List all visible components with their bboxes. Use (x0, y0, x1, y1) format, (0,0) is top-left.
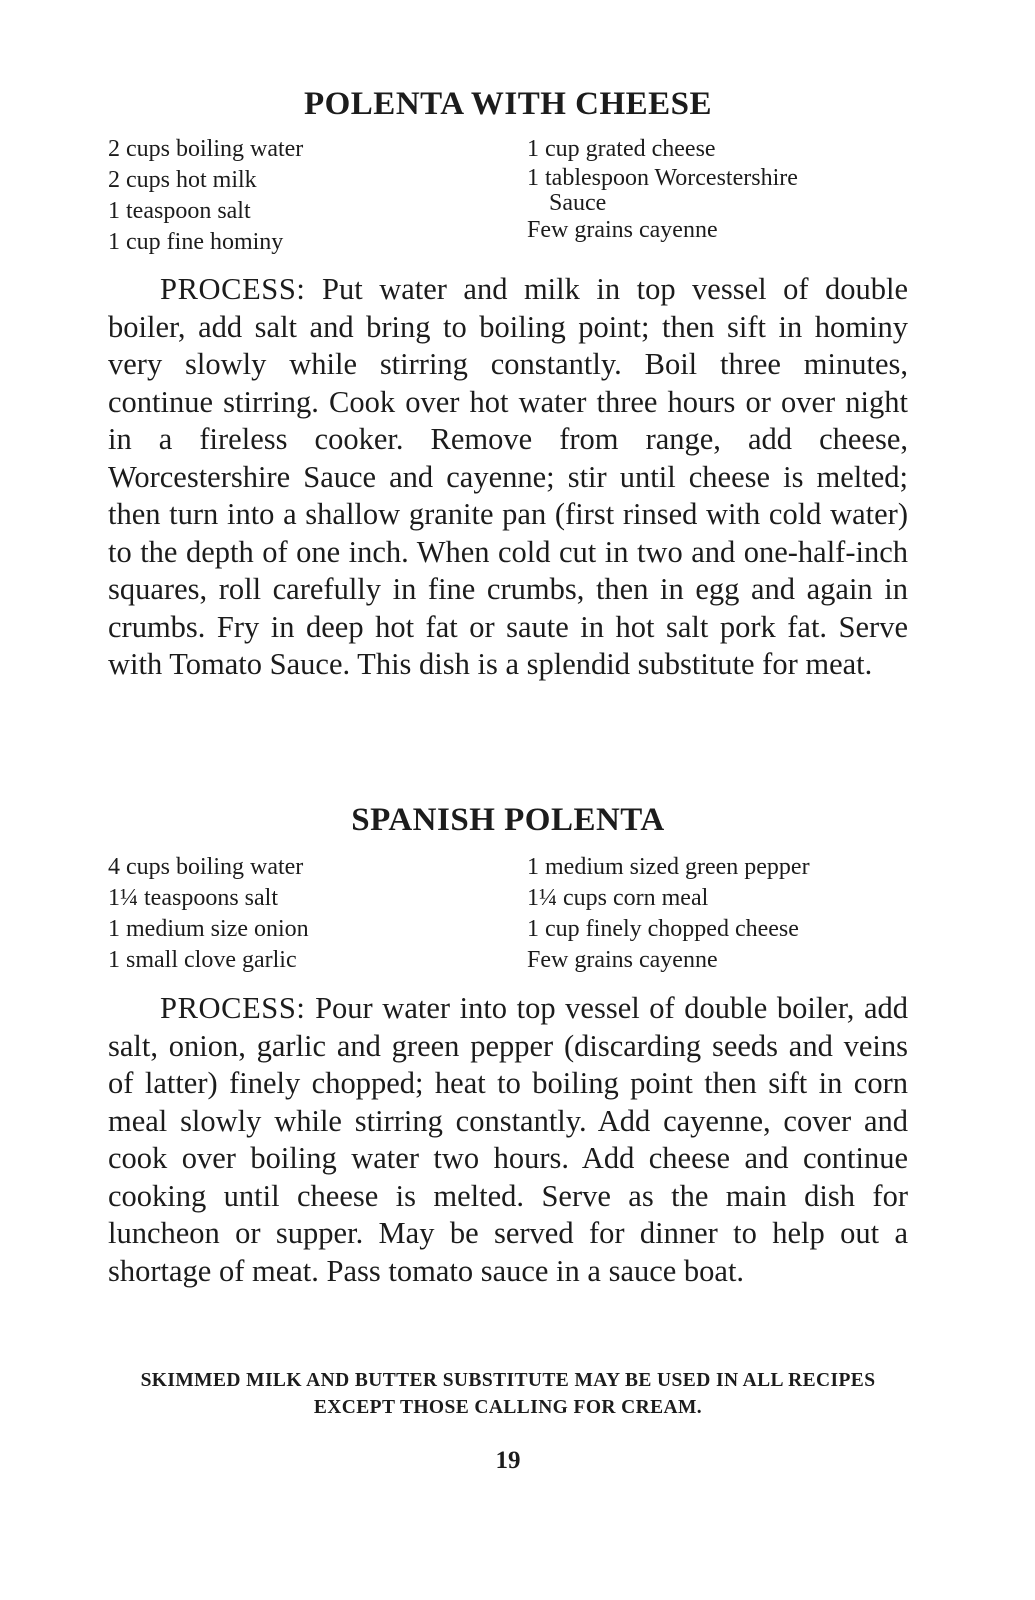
ingredient-continuation: Sauce (549, 190, 607, 216)
ingredient: 1¼ cups corn meal (527, 885, 709, 911)
ingredient: 2 cups boiling water (108, 136, 304, 162)
cookbook-page (108, 0, 908, 1600)
ingredients-right-column (527, 134, 908, 246)
ingredient: 1 teaspoon salt (108, 198, 251, 224)
ingredients-left-column (108, 134, 508, 258)
process-text: Put water and milk in top vessel of double boiler, add salt and bring to boiling point; then sift in hominy very slowly while stirring constantly. Boil three minutes, continue stirring. Cook over hot water three hours or over night in a fireless cooker. Remove from range, add cheese, Worcestershire Sauce and cayenne; stir until cheese is melted; then turn into a shallow granite pan (first rinsed with cold water) to the depth of one inch. When cold cut in two and one-half-inch squares, roll carefully in fine crumbs, then in egg and again in crumbs. Fry in deep hot fat or saute in hot salt pork fat. Serve with Tomato Sauce. This dish is a splendid substitute for meat. (108, 272, 909, 681)
process-paragraph-spanish-polenta (108, 990, 908, 1290)
ingredient: 2 cups hot milk (108, 167, 257, 193)
ingredient: 1 medium size onion (108, 916, 309, 942)
ingredient: 1 small clove garlic (108, 947, 297, 973)
ingredient: 1 cup grated cheese (527, 136, 716, 162)
process-label: PROCESS: (160, 272, 306, 306)
ingredient: Few grains cayenne (527, 947, 718, 973)
process-label: PROCESS: (160, 991, 306, 1025)
footer-note: SKIMMED MILK AND BUTTER SUBSTITUTE MAY BE USED IN ALL RECIPES EXCEPT THOSE CALLING FOR CREAM. (140, 1370, 876, 1418)
ingredient: 1 cup fine hominy (108, 229, 284, 255)
recipe-title-polenta-with-cheese: POLENTA WITH CHEESE (303, 86, 713, 122)
ingredients-right-column (527, 852, 908, 976)
ingredient: 1 medium sized green pepper (527, 854, 810, 880)
ingredient: 1 tablespoon Worcestershire (527, 165, 798, 191)
process-text: Pour water into top vessel of double boiler, add salt, onion, garlic and green pepper (discarding seeds and veins of latter) finely chopped; heat to boiling point then sift in corn meal slowly while stirring constantly. Add cayenne, cover and cook over boiling water two hours. Add cheese and continue cooking until cheese is melted. Serve as the main dish for luncheon or supper. May be served for dinner to help out a shortage of meat. Pass tomato sauce in a sauce boat. (108, 991, 909, 1288)
ingredient: 4 cups boiling water (108, 854, 304, 880)
ingredient: Few grains cayenne (527, 217, 718, 243)
page-number: 19 (495, 1447, 521, 1474)
process-paragraph-polenta-with-cheese (108, 271, 908, 684)
ingredients-left-column (108, 852, 508, 976)
ingredient: 1¼ teaspoons salt (108, 885, 278, 911)
recipe-title-spanish-polenta: SPANISH POLENTA (351, 802, 665, 838)
ingredient: 1 cup finely chopped cheese (527, 916, 799, 942)
